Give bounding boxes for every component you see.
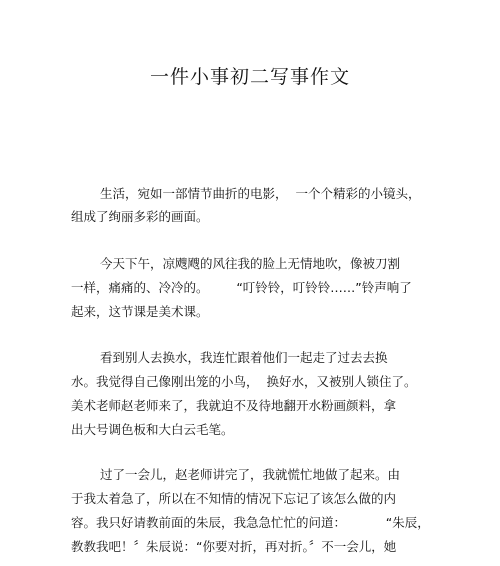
paragraph-4-line-1: 过了一会儿，赵老师讲完了，我就慌忙地做了起来。由 — [100, 467, 401, 482]
paragraph-2-line-2: 一样，痛痛的、冷冷的。 “叮铃铃，叮铃铃……”铃声响了 — [71, 280, 412, 295]
paragraph-4-line-2: 于我太着急了，所以在不知情的情况下忘记了该怎么做的内 — [71, 491, 397, 506]
paragraph-3-line-4: 出大号调色板和大白云毛笔。 — [71, 422, 234, 437]
paragraph-4-line-4: 教教我吧！〞朱辰说：“你要对折，再对折。〞不一会儿，她 — [71, 539, 397, 554]
paragraph-3-line-1: 看到别人去换水，我连忙跟着他们一起走了过去去换 — [100, 350, 388, 365]
document-title: 一件小事初二写事作文 — [149, 66, 350, 88]
paragraph-1-line-2: 组成了绚丽多彩的画面。 — [71, 209, 209, 224]
paragraph-2-line-1: 今天下午，凉飕飕的风往我的脸上无情地吹，像被刀割 — [100, 256, 401, 271]
paragraph-1-line-1: 生活，宛如一部情节曲折的电影， 一个个精彩的小镜头， — [100, 186, 421, 201]
paragraph-3-line-3: 美术老师赵老师来了，我就迫不及待地翻开水粉画颜料，拿 — [71, 398, 397, 413]
paragraph-3-line-2: 水。我觉得自己像刚出笼的小鸟， 换好水，又被别人锁住了。 — [71, 374, 417, 389]
paragraph-2-line-3: 起来，这节课是美术课。 — [71, 304, 209, 319]
paragraph-4-line-3: 容。我只好请教前面的朱辰，我急急忙忙的问道： “朱辰， — [71, 515, 430, 530]
